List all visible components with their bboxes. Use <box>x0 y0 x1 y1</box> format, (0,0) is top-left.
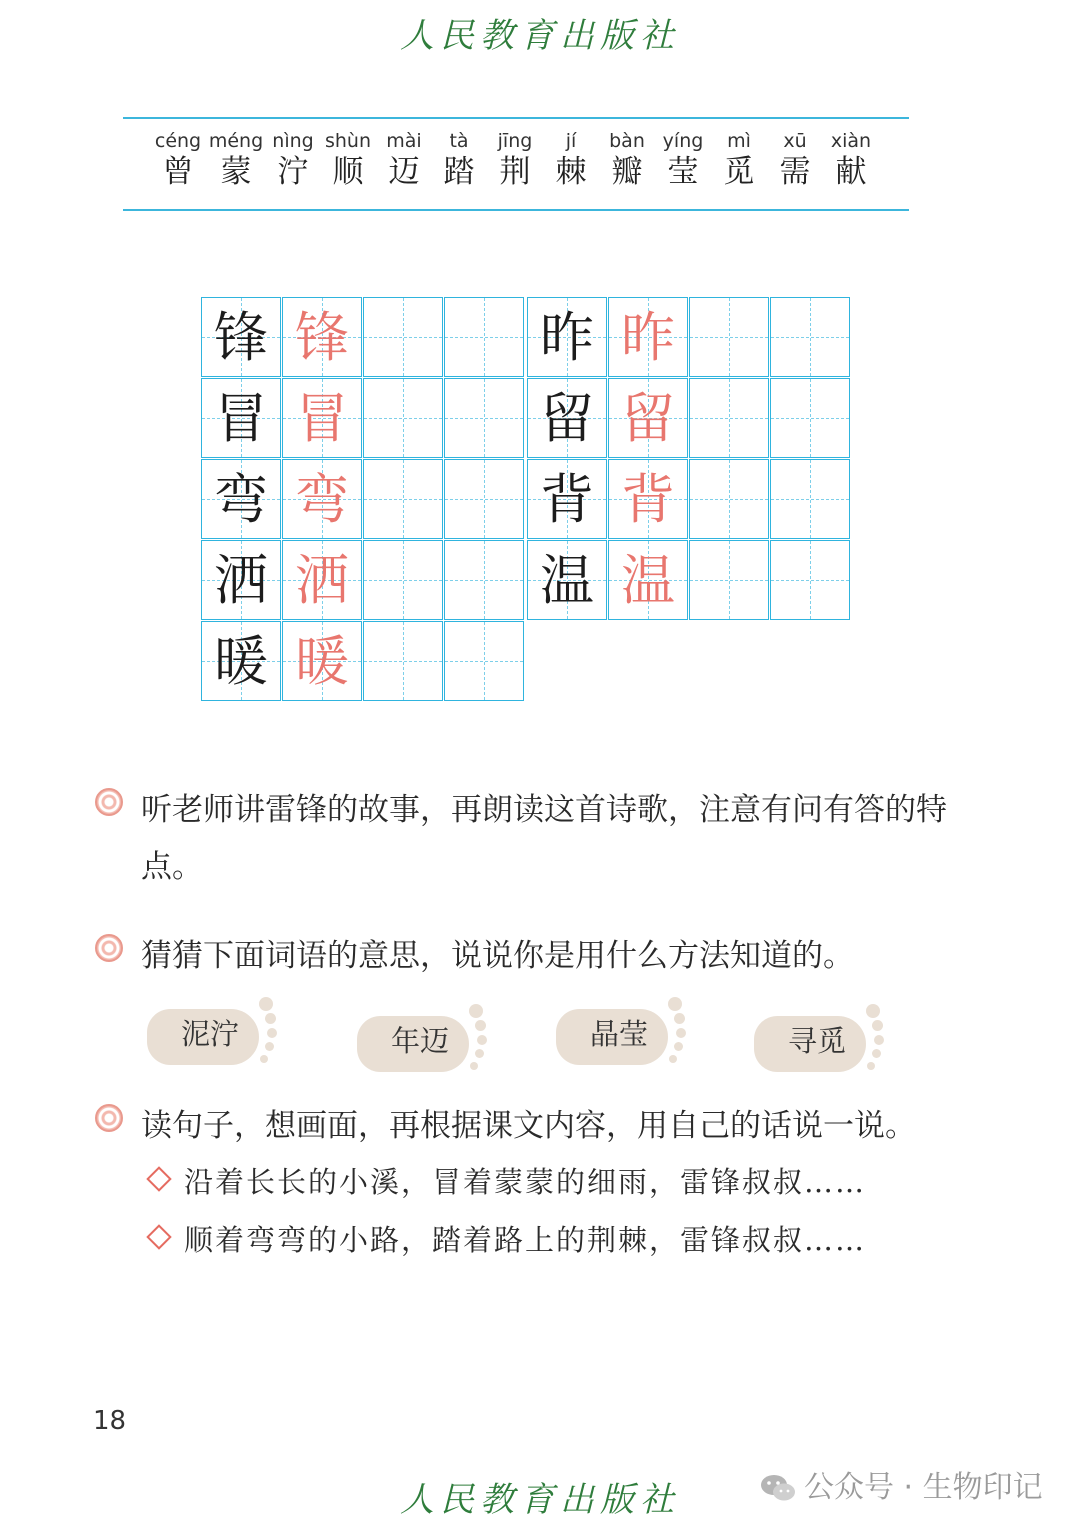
pinyin: mài <box>386 130 422 152</box>
footprint-toe <box>475 1049 484 1058</box>
grid-cell <box>527 297 607 377</box>
footprint-toe <box>668 997 682 1011</box>
grid-cell[interactable] <box>770 378 850 458</box>
grid-cell <box>608 459 688 539</box>
pinyin: céng <box>154 130 202 152</box>
hanzi: 曾 <box>162 154 194 190</box>
model-character: 洒 <box>214 549 268 612</box>
vocab-band <box>123 117 909 211</box>
model-character: 暖 <box>214 630 268 693</box>
hanzi: 献 <box>835 154 867 190</box>
model-character: 背 <box>540 468 594 531</box>
hanzi: 顺 <box>332 154 364 190</box>
diamond-icon <box>146 1166 171 1191</box>
pinyin: nìng <box>272 130 314 152</box>
grid-cell <box>608 297 688 377</box>
sentence-2 <box>146 1220 946 1260</box>
grid-cell[interactable] <box>770 459 850 539</box>
grid-cell[interactable] <box>363 621 443 701</box>
grid-cell[interactable] <box>363 459 443 539</box>
vocab-item <box>263 129 323 191</box>
exercise-bullet-icon <box>95 788 123 816</box>
hanzi: 觅 <box>723 154 755 190</box>
pinyin: shùn <box>324 130 372 152</box>
footprint-toe <box>470 1062 478 1070</box>
vocab-item <box>485 129 545 191</box>
trace-character: 弯 <box>295 468 349 531</box>
grid-cell[interactable] <box>770 540 850 620</box>
publisher-logo-bottom: 人民教育出版社 <box>400 1480 680 1520</box>
model-character: 锋 <box>214 306 268 369</box>
grid-cell[interactable] <box>363 297 443 377</box>
footprint-word <box>357 1004 497 1074</box>
vocab-item <box>374 129 434 191</box>
grid-cell <box>527 378 607 458</box>
model-character: 冒 <box>214 387 268 450</box>
hanzi: 荆 <box>499 154 531 190</box>
hanzi: 需 <box>779 154 811 190</box>
hanzi: 蒙 <box>220 154 252 190</box>
grid-cell[interactable] <box>689 297 769 377</box>
exercise-1-text: 听老师讲雷锋的故事，再朗读这首诗歌，注意有问有答的特点。 <box>141 792 947 885</box>
exercise-3-text: 读句子，想画面，再根据课文内容，用自己的话说一说。 <box>141 1108 916 1144</box>
pinyin: méng <box>208 130 264 152</box>
exercise-bullet-icon <box>95 934 123 962</box>
grid-cell <box>527 459 607 539</box>
hanzi: 莹 <box>667 154 699 190</box>
pinyin: jí <box>565 130 577 152</box>
footprint-toe <box>676 1028 686 1038</box>
footprint-toe <box>265 1013 276 1024</box>
grid-cell <box>282 378 362 458</box>
pinyin: yíng <box>662 130 704 152</box>
page-number: 18 <box>93 1406 127 1436</box>
model-character: 留 <box>540 387 594 450</box>
model-character: 温 <box>540 549 594 612</box>
exercise-2 <box>95 928 975 988</box>
trace-character: 昨 <box>621 306 675 369</box>
grid-cell <box>282 540 362 620</box>
grid-cell[interactable] <box>444 621 524 701</box>
exercise-bullet-icon <box>95 1104 123 1132</box>
trace-character: 留 <box>621 387 675 450</box>
footprint-toe <box>669 1055 677 1063</box>
vocab-item <box>765 129 825 191</box>
vocab-item <box>821 129 881 191</box>
footprint-toe <box>874 1035 884 1045</box>
vocab-item <box>148 129 208 191</box>
footprint-word-label: 泥泞 <box>180 1017 239 1051</box>
grid-cell <box>201 378 281 458</box>
hanzi: 迈 <box>388 154 420 190</box>
trace-character: 暖 <box>295 630 349 693</box>
hanzi: 瓣 <box>611 154 643 190</box>
grid-cell[interactable] <box>444 459 524 539</box>
grid-cell[interactable] <box>689 378 769 458</box>
footprint-toe <box>477 1035 487 1045</box>
grid-cell <box>282 621 362 701</box>
pinyin: jīng <box>497 130 533 152</box>
trace-character: 冒 <box>295 387 349 450</box>
trace-character: 温 <box>621 549 675 612</box>
grid-cell[interactable] <box>444 297 524 377</box>
grid-cell[interactable] <box>363 378 443 458</box>
exercise-2-text: 猜猜下面词语的意思，说说你是用什么方法知道的。 <box>141 938 854 974</box>
trace-character: 锋 <box>295 306 349 369</box>
grid-cell[interactable] <box>689 459 769 539</box>
watermark <box>760 1462 1043 1506</box>
footprint-word <box>754 1004 894 1074</box>
publisher-logo-top: 人民教育出版社 <box>400 16 680 56</box>
vocab-item <box>429 129 489 191</box>
grid-cell <box>201 540 281 620</box>
footprint-toe <box>866 1004 880 1018</box>
footprint-toe <box>872 1049 881 1058</box>
grid-cell <box>282 459 362 539</box>
footprint-word-label: 寻觅 <box>787 1024 846 1058</box>
pinyin: tà <box>449 130 469 152</box>
pinyin: bàn <box>609 130 645 152</box>
vocab-item <box>653 129 713 191</box>
model-character: 昨 <box>540 306 594 369</box>
sentence-text: 沿着长长的小溪，冒着蒙蒙的细雨，雷锋叔叔…… <box>184 1165 867 1199</box>
model-character: 弯 <box>214 468 268 531</box>
vocab-item <box>709 129 769 191</box>
grid-cell <box>282 297 362 377</box>
footprint-toe <box>259 997 273 1011</box>
footprint-toe <box>469 1004 483 1018</box>
sentence-1 <box>146 1162 946 1202</box>
exercise-3 <box>95 1098 975 1158</box>
hanzi: 踏 <box>443 154 475 190</box>
pinyin: mì <box>727 130 751 152</box>
footprint-word-label: 年迈 <box>390 1024 449 1058</box>
footprint-toe <box>867 1062 875 1070</box>
sentence-text: 顺着弯弯的小路，踏着路上的荆棘，雷锋叔叔…… <box>184 1223 867 1257</box>
grid-cell <box>608 540 688 620</box>
grid-cell <box>608 378 688 458</box>
pinyin: xiàn <box>830 130 872 152</box>
vocab-item <box>597 129 657 191</box>
footprint-word <box>556 997 696 1067</box>
footprint-toe <box>475 1020 486 1031</box>
trace-character: 洒 <box>295 549 349 612</box>
footprint-toe <box>674 1042 683 1051</box>
footprint-toe <box>872 1020 883 1031</box>
watermark-text: 公众号 · 生物印记 <box>804 1470 1043 1505</box>
grid-cell <box>201 621 281 701</box>
pinyin: xū <box>783 130 807 152</box>
vocab-item <box>318 129 378 191</box>
footprint-toe <box>265 1042 274 1051</box>
grid-cell[interactable] <box>444 540 524 620</box>
footprint-word <box>147 997 287 1067</box>
diamond-icon <box>146 1224 171 1249</box>
grid-cell <box>201 459 281 539</box>
grid-cell[interactable] <box>444 378 524 458</box>
grid-cell[interactable] <box>363 540 443 620</box>
grid-cell <box>527 540 607 620</box>
hanzi: 泞 <box>277 154 309 190</box>
grid-cell <box>201 297 281 377</box>
trace-character: 背 <box>621 468 675 531</box>
vocab-item <box>206 129 266 191</box>
grid-cell[interactable] <box>689 540 769 620</box>
footprint-word-label: 晶莹 <box>589 1017 648 1051</box>
grid-cell[interactable] <box>770 297 850 377</box>
footprint-toe <box>260 1055 268 1063</box>
hanzi: 棘 <box>555 154 587 190</box>
vocab-item <box>541 129 601 191</box>
footprint-toe <box>267 1028 277 1038</box>
exercise-1 <box>95 782 975 902</box>
footprint-toe <box>674 1013 685 1024</box>
wechat-icon <box>760 1474 796 1502</box>
